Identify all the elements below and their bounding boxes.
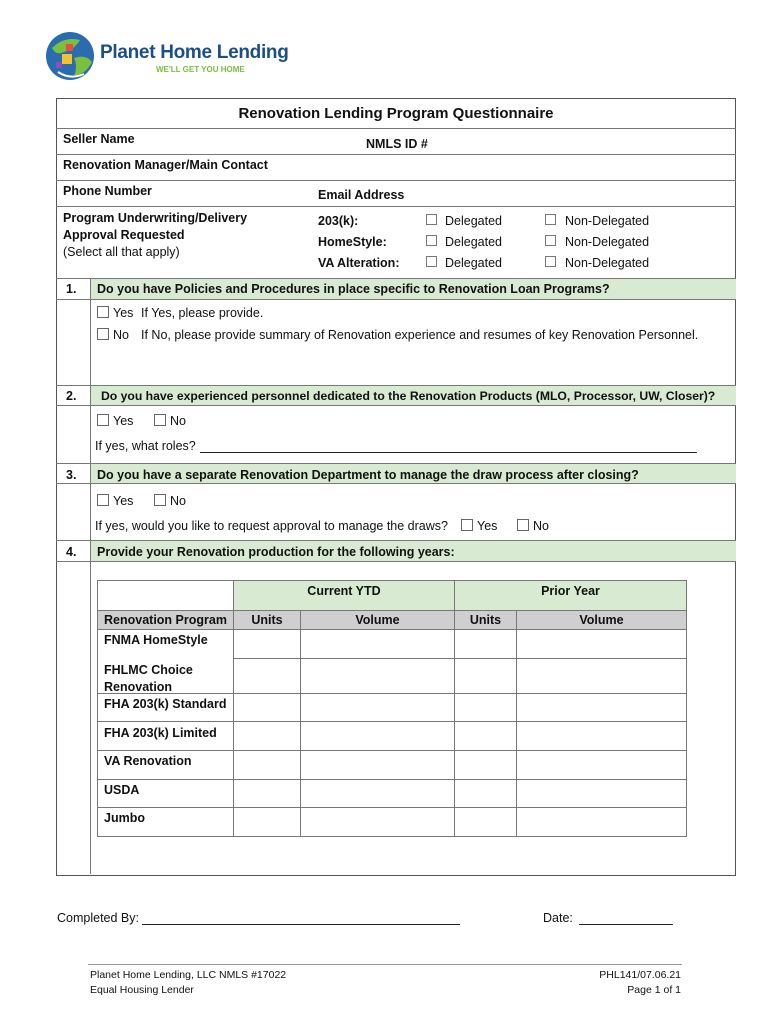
checkbox[interactable] — [154, 414, 166, 426]
q3-followup-yes[interactable]: Yes — [461, 519, 497, 533]
completed-by-input[interactable] — [142, 924, 460, 925]
question-number: 3. — [66, 468, 77, 482]
checkbox[interactable] — [545, 256, 556, 267]
checkbox[interactable] — [97, 306, 109, 318]
checkbox[interactable] — [426, 256, 437, 267]
program-label: 203(k): — [318, 214, 359, 228]
delegated-option: Delegated — [445, 235, 502, 249]
table-row: FNMA HomeStyle — [104, 633, 208, 647]
q1-no-option[interactable]: No — [97, 328, 129, 342]
non-delegated-option: Non-Delegated — [565, 256, 650, 270]
checkbox[interactable] — [545, 214, 556, 225]
non-delegated-option: Non-Delegated — [565, 214, 650, 228]
q2-yes-option[interactable]: Yes — [97, 414, 133, 428]
table-row: FHA 203(k) Standard — [104, 697, 227, 711]
logo — [44, 30, 289, 84]
phone-number-label: Phone Number — [63, 184, 152, 198]
q1-yes-note: If Yes, please provide. — [141, 306, 264, 320]
footer-company: Planet Home Lending, LLC NMLS #17022 — [90, 969, 287, 981]
seller-name-label: Seller Name — [63, 132, 135, 146]
question-3-text: Do you have a separate Renovation Department to manage the draw process after closing? — [97, 468, 639, 482]
q3-no-option[interactable]: No — [154, 494, 186, 508]
q2-followup-label: If yes, what roles? — [95, 439, 196, 453]
checkbox[interactable] — [461, 519, 473, 531]
column-header-program: Renovation Program — [104, 613, 227, 627]
table-row: USDA — [104, 783, 140, 797]
question-number: 2. — [66, 389, 77, 403]
question-number: 4. — [66, 545, 77, 559]
footer-divider — [88, 964, 682, 965]
q1-yes-option[interactable]: Yes — [97, 306, 133, 320]
date-input[interactable] — [579, 924, 673, 925]
nmls-id-label: NMLS ID # — [366, 137, 428, 151]
checkbox[interactable] — [97, 414, 109, 426]
current-ytd-header: Current YTD — [307, 584, 381, 598]
checkbox[interactable] — [517, 519, 529, 531]
table-row: FHLMC Choice Renovation — [104, 663, 193, 694]
form-title: Renovation Lending Program Questionnaire — [238, 105, 554, 122]
checkbox[interactable] — [545, 235, 556, 246]
program-label: VA Alteration: — [318, 256, 400, 270]
date-label: Date: — [543, 911, 573, 925]
non-delegated-option: Non-Delegated — [565, 235, 650, 249]
checkbox[interactable] — [426, 235, 437, 246]
table-row: FHA 203(k) Limited — [104, 726, 217, 740]
q3-yes-option[interactable]: Yes — [97, 494, 133, 508]
brand-name: Planet Home Lending — [100, 42, 289, 63]
q2-roles-input[interactable] — [200, 452, 697, 453]
question-4-text: Provide your Renovation production for the following years: — [97, 545, 455, 559]
q3-followup-label: If yes, would you like to request approval to manage the draws? — [95, 519, 448, 533]
footer-equal-housing: Equal Housing Lender — [90, 984, 194, 996]
column-header-units-prior: Units — [469, 613, 502, 627]
checkbox[interactable] — [97, 494, 109, 506]
footer-form-code: PHL141/07.06.21 — [599, 969, 681, 981]
column-header-units: Units — [251, 613, 283, 627]
column-header-volume-prior: Volume — [579, 613, 624, 627]
brand-tagline: WE'LL GET YOU HOME — [156, 65, 245, 74]
email-address-label: Email Address — [318, 188, 405, 202]
q2-no-option[interactable]: No — [154, 414, 186, 428]
delegated-option: Delegated — [445, 256, 502, 270]
checkbox[interactable] — [154, 494, 166, 506]
table-row: Jumbo — [104, 811, 145, 825]
checkbox[interactable] — [97, 328, 109, 340]
table-row: VA Renovation — [104, 754, 192, 768]
question-number: 1. — [66, 282, 77, 296]
delegated-option: Delegated — [445, 214, 502, 228]
question-1-text: Do you have Policies and Procedures in place specific to Renovation Loan Programs? — [97, 282, 610, 296]
completed-by-label: Completed By: — [57, 911, 139, 925]
program-label: HomeStyle: — [318, 235, 387, 249]
question-2-text: Do you have experienced personnel dedicated to the Renovation Products (MLO, Processor, UW, Closer)? — [101, 389, 716, 403]
program-approval-label: Program Underwriting/Delivery Approval Requested (Select all that apply) — [63, 211, 248, 259]
column-header-volume: Volume — [355, 613, 400, 627]
renovation-manager-label: Renovation Manager/Main Contact — [63, 158, 268, 172]
checkbox[interactable] — [426, 214, 437, 225]
planet-logo-icon — [44, 30, 96, 82]
footer-page-number: Page 1 of 1 — [627, 984, 681, 996]
q3-followup-no[interactable]: No — [517, 519, 549, 533]
prior-year-header: Prior Year — [541, 584, 600, 598]
q1-no-note: If No, please provide summary of Renovation experience and resumes of key Renovation Personnel. — [141, 328, 699, 342]
